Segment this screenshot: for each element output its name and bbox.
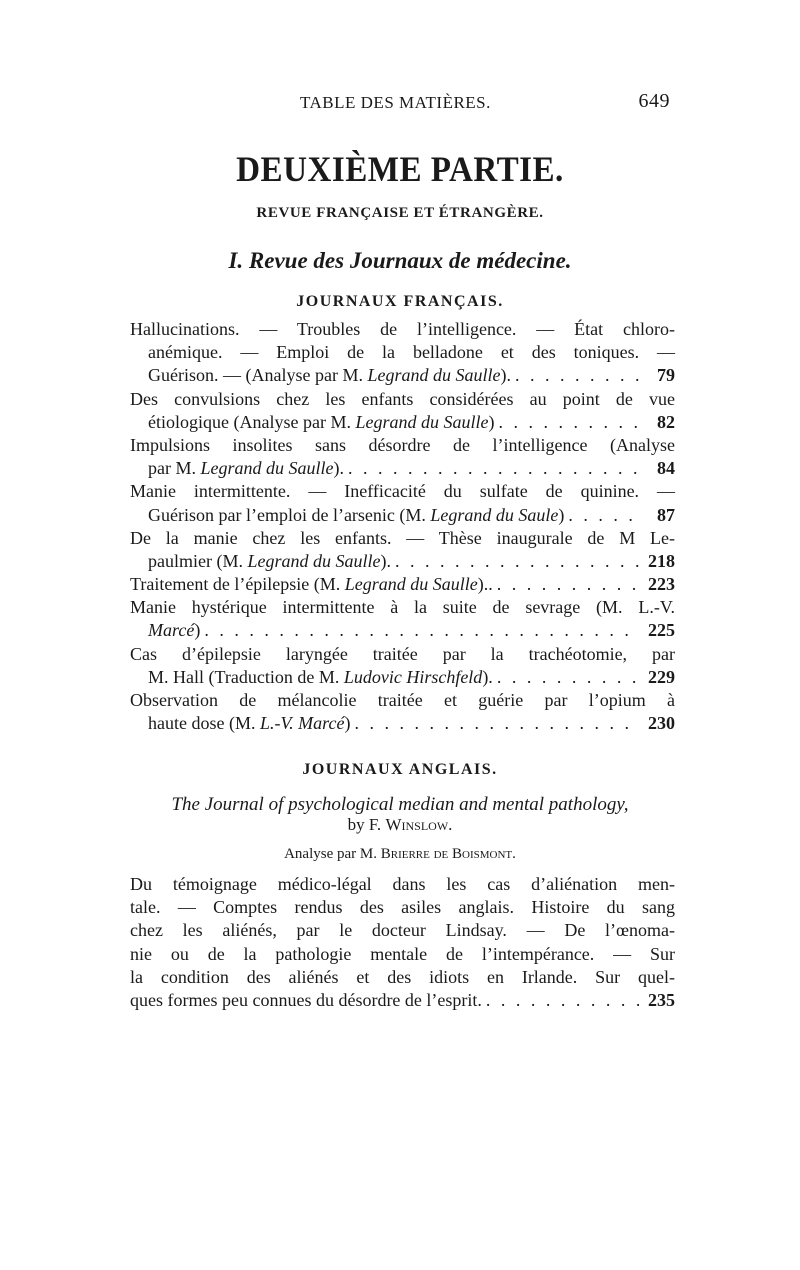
toc-line-text — [130, 573, 493, 596]
toc-page-number: 218 — [648, 550, 675, 571]
toc-line — [130, 943, 675, 966]
toc-text: De la manie chez les enfants. — Thèse inaugurale de M Le- — [130, 527, 675, 548]
toc-line — [130, 966, 675, 989]
toc-entry — [130, 643, 675, 689]
toc-text: Impulsions insolites sans désordre de l’intelligence (Analyse — [130, 434, 675, 455]
toc-page-number: 223 — [648, 574, 675, 595]
english-analysis-credit — [0, 846, 800, 863]
section-heading: I. Revue des Journaux de médecine. — [228, 248, 572, 273]
toc-text: Guérison par l’emploi de l’arsenic (M. — [148, 504, 431, 525]
toc-line-text — [130, 527, 675, 550]
toc-text: paulmier (M. — [148, 550, 248, 571]
toc-author-italic: Marcé — [148, 620, 195, 641]
toc-line-text: tale. — Comptes rendus des asiles anglais. Histoire du sang — [130, 897, 675, 918]
toc-line-last — [130, 666, 675, 689]
toc-line — [130, 596, 675, 619]
toc-line-last — [130, 457, 675, 480]
toc-entry — [130, 527, 675, 573]
toc-page-number: 230 — [648, 713, 675, 734]
dot-leader — [204, 619, 639, 642]
dot-leader — [486, 989, 639, 1012]
analysis-name: Brierre de Boismont. — [380, 846, 516, 862]
toc-line-text — [148, 411, 494, 434]
toc-line-text: nie ou de la pathologie mentale de l’intempérance. — Sur — [130, 943, 675, 964]
toc-line-text — [130, 318, 675, 341]
toc-line-last — [130, 411, 675, 434]
english-journal-title: The Journal of psychological median and mental pathology, — [171, 794, 629, 815]
toc-line-text — [130, 434, 675, 457]
toc-entry — [130, 480, 675, 526]
toc-text: haute dose (M. — [148, 713, 260, 734]
toc-text: étiologique (Analyse par M. — [148, 411, 356, 432]
dot-leader — [354, 712, 639, 735]
toc-author-italic: Legrand du Saule — [430, 504, 559, 525]
toc-page-number: 225 — [648, 620, 675, 641]
toc-text-after: ). — [333, 458, 344, 479]
toc-text-after: ).. — [477, 574, 493, 595]
toc-line — [130, 919, 675, 942]
dot-leader — [348, 457, 639, 480]
toc-text: Guérison. — (Analyse par M. — [148, 365, 368, 386]
toc-line — [130, 527, 675, 550]
toc-author-italic: Legrand du Saulle — [367, 365, 501, 386]
toc-text: Cas d’épilepsie laryngée traitée par la trachéotomie, par — [130, 643, 675, 664]
author-name: Winslow. — [385, 815, 453, 834]
toc-text-after: ). — [482, 666, 493, 687]
toc-line-text: ques formes peu connues du désordre de l’esprit. — [130, 989, 482, 1010]
toc-line-last — [130, 550, 675, 573]
toc-page-number: 82 — [657, 411, 675, 432]
dot-leader — [498, 411, 639, 434]
dot-leader — [568, 504, 639, 527]
toc-entry — [130, 318, 675, 388]
toc-text: Observation de mélancolie traitée et guérie par l’opium à — [130, 690, 675, 710]
toc-line-text — [148, 666, 493, 689]
toc-line-text: chez les aliénés, par le docteur Lindsay. — De l’œnoma- — [130, 920, 675, 941]
toc-line — [130, 873, 675, 896]
toc-line-text — [148, 364, 511, 387]
toc-page-number: 87 — [657, 504, 675, 525]
toc-page-number: 235 — [648, 989, 675, 1010]
toc-line-last — [130, 712, 675, 735]
toc-entry — [130, 573, 675, 596]
toc-author-italic: Legrand du Saulle — [355, 411, 489, 432]
journaux-francais-heading: JOURNAUX FRANÇAIS. — [296, 293, 504, 310]
journaux-anglais-heading: JOURNAUX ANGLAIS. — [302, 761, 498, 778]
toc-line-text — [130, 643, 675, 666]
toc-line-text — [148, 712, 350, 735]
toc-text-after: ) — [344, 713, 351, 734]
toc-text-after: ) — [194, 620, 201, 641]
toc-entry-english — [130, 873, 675, 1012]
toc-text: Manie hystérique intermittente à la suite de sevrage (M. L.-V. — [130, 597, 675, 618]
toc-line — [130, 480, 675, 503]
toc-text: Manie intermittente. — Inefficacité du sulfate de quinine. — — [130, 481, 675, 502]
toc-entry — [130, 434, 675, 480]
toc-text: par M. — [148, 458, 201, 479]
running-head-title: TABLE DES MATIÈRES. — [300, 93, 491, 112]
toc-line-text — [130, 596, 675, 619]
toc-line-text — [148, 619, 200, 642]
toc-line-last — [130, 573, 675, 596]
toc-line-last — [130, 619, 675, 642]
toc-line-last — [130, 989, 675, 1012]
toc-line — [130, 318, 675, 341]
toc-text-after: ). — [500, 365, 511, 386]
toc-line-text — [130, 480, 675, 503]
toc-line-text — [148, 550, 391, 573]
toc-line-text — [148, 504, 564, 527]
toc-page-number: 84 — [657, 458, 675, 479]
toc-line — [130, 896, 675, 919]
toc-line-text — [130, 689, 675, 712]
toc-text: Traitement de l’épilepsie (M. — [130, 574, 345, 595]
toc-author-italic: Legrand du Saulle — [344, 574, 478, 595]
toc-text: Hallucinations. — Troubles de l’intelligence. — État chloro- — [130, 319, 675, 339]
toc-line — [130, 434, 675, 457]
toc-entry — [130, 689, 675, 735]
toc-text-after: ) — [558, 504, 565, 525]
toc-author-italic: Legrand du Saulle — [247, 550, 381, 571]
toc-page-number: 79 — [657, 365, 675, 386]
toc-author-italic: Ludovic Hirschfeld — [343, 666, 483, 687]
toc-line-last — [130, 504, 675, 527]
analysis-prefix: Analyse par M. — [284, 846, 381, 862]
toc-text: anémique. — Emploi de la belladone et des toniques. — — [148, 342, 675, 363]
dot-leader — [497, 573, 639, 596]
toc-text: Des convulsions chez les enfants considérées au point de vue — [130, 388, 675, 409]
page-number: 649 — [638, 90, 670, 112]
toc-entry — [130, 596, 675, 642]
toc-list-french — [130, 318, 675, 735]
toc-entry — [130, 388, 675, 434]
toc-line — [130, 388, 675, 411]
part-title: DEUXIÈME PARTIE. — [236, 149, 564, 189]
toc-line — [130, 689, 675, 712]
toc-page-number: 229 — [648, 666, 675, 687]
dot-leader — [395, 550, 639, 573]
toc-line-text — [148, 341, 675, 364]
author-prefix: by F. — [347, 815, 386, 834]
toc-author-italic: L.-V. Marcé — [259, 713, 345, 734]
toc-line-text — [148, 457, 344, 480]
toc-line-text: la condition des aliénés et des idiots en Irlande. Sur quel- — [130, 966, 675, 987]
toc-text-after: ). — [380, 550, 391, 571]
toc-line — [130, 643, 675, 666]
toc-line — [130, 341, 675, 364]
english-journal-author — [0, 815, 800, 835]
toc-author-italic: Legrand du Saulle — [200, 458, 334, 479]
toc-line-text — [130, 388, 675, 411]
toc-text: M. Hall (Traduction de M. — [148, 666, 344, 687]
dot-leader — [515, 364, 639, 387]
part-subtitle: REVUE FRANÇAISE ET ÉTRANGÈRE. — [256, 205, 544, 221]
toc-line-text: Du témoignage médico-légal dans les cas d’aliénation men- — [130, 874, 675, 894]
dot-leader — [497, 666, 639, 689]
toc-text-after: ) — [488, 411, 495, 432]
toc-line-last — [130, 364, 675, 387]
